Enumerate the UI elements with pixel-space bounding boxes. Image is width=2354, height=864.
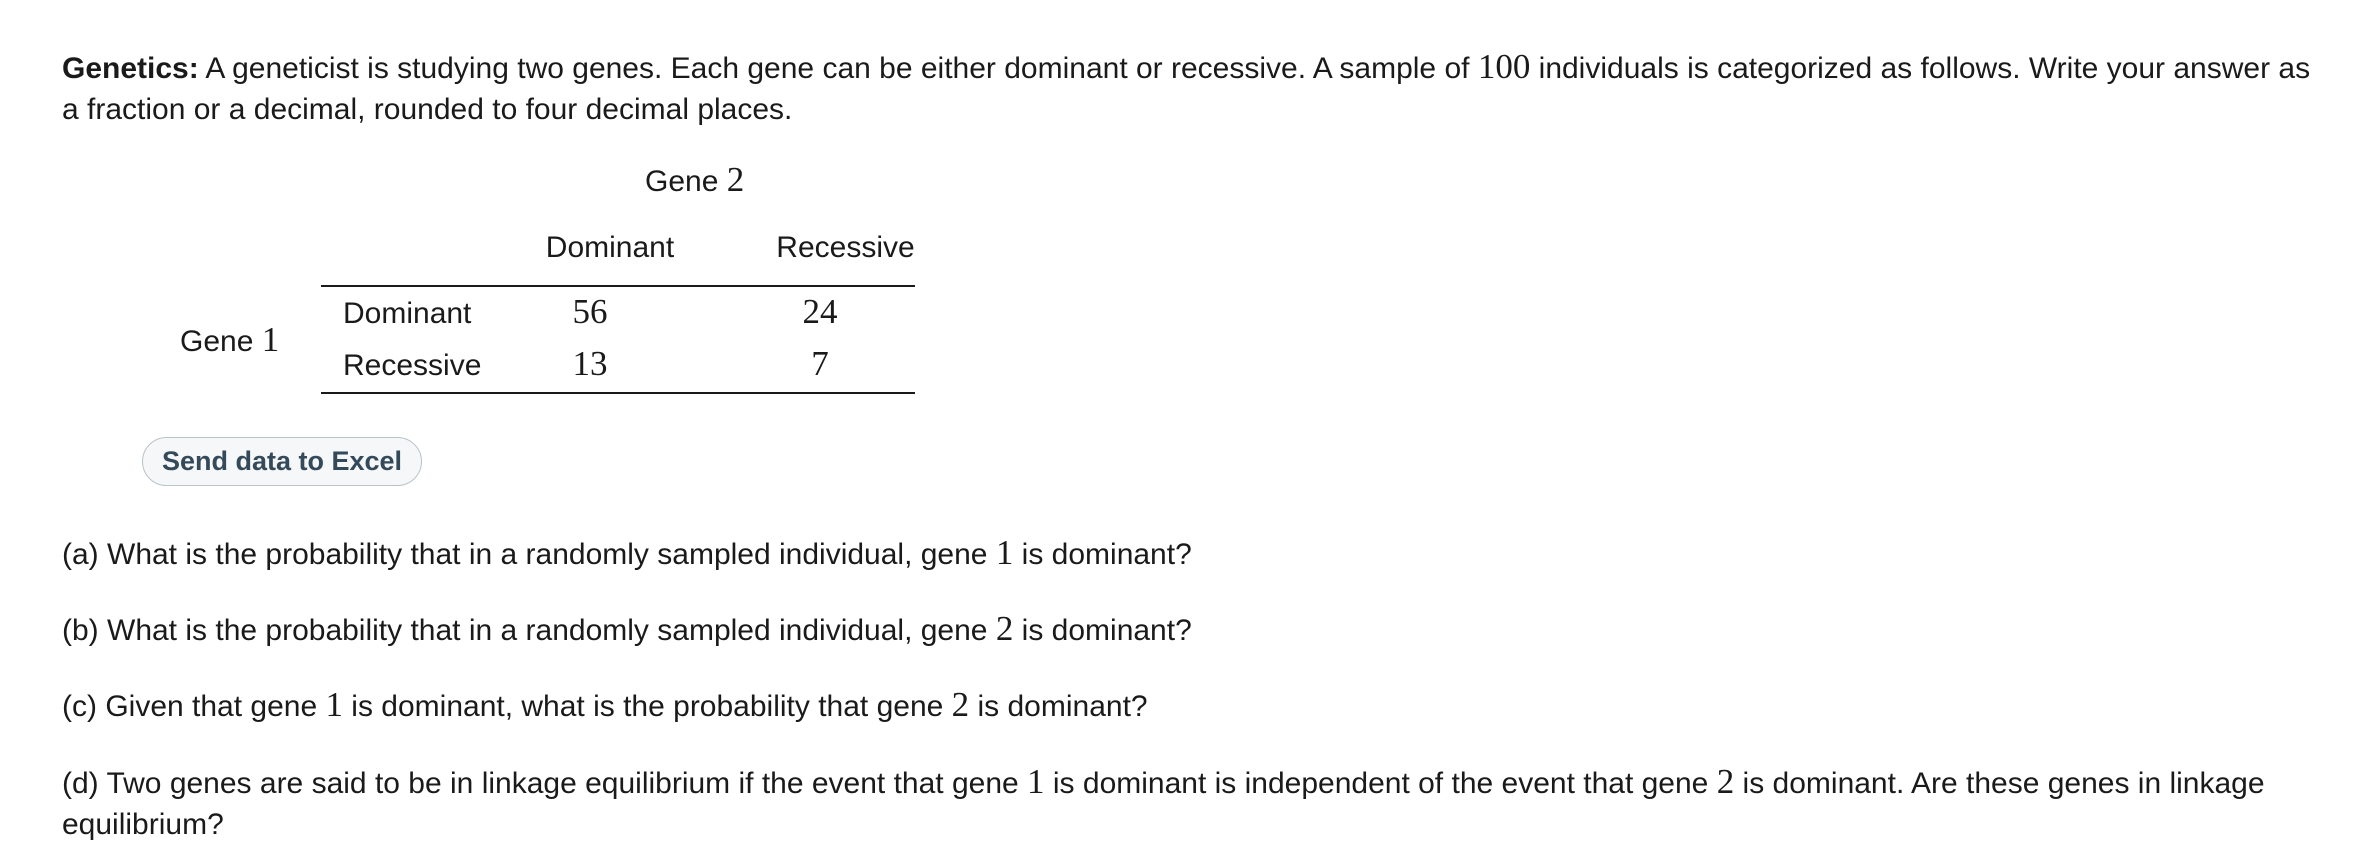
question-c: [62, 684, 2322, 727]
table-top-rule: [321, 285, 915, 287]
question-b: [62, 608, 2322, 651]
question-b-prefix: (b) What is the probability that in a randomly sampled individual, gene: [62, 614, 996, 647]
gene1-number: 1: [261, 320, 280, 359]
cell-recessive-recessive: 7: [811, 344, 829, 383]
row-label-recessive: Recessive: [343, 349, 482, 382]
intro-text-1: A geneticist is studying two genes. Each gene can be either dominant or recessive. A sample of: [198, 52, 1478, 85]
question-d-middle: is dominant is independent of the event that gene: [1044, 767, 1717, 800]
gene1-header: [180, 320, 279, 362]
question-c-middle: is dominant, what is the probability that gene: [342, 690, 952, 723]
question-c-number-1: 1: [325, 685, 343, 724]
problem-intro: [62, 46, 2322, 130]
table-bottom-rule: [321, 392, 915, 394]
column-header-dominant: Dominant: [545, 231, 675, 264]
sample-size: 100: [1477, 47, 1531, 86]
row-label-dominant: Dominant: [343, 297, 472, 330]
question-c-suffix: is dominant?: [969, 690, 1148, 723]
question-d-number-2: 2: [1716, 762, 1735, 801]
question-d-prefix: (d) Two genes are said to be in linkage equilibrium if the event that gene: [62, 767, 1028, 800]
cell-recessive-dominant: 13: [572, 344, 608, 383]
cell-dominant-dominant: 56: [572, 292, 608, 331]
gene2-word: Gene: [645, 165, 719, 198]
question-a-number: 1: [995, 533, 1014, 572]
question-a-suffix: is dominant?: [1013, 538, 1192, 571]
gene1-word: Gene: [180, 325, 254, 358]
gene2-number: 2: [726, 160, 745, 199]
question-d-number-1: 1: [1027, 762, 1045, 801]
send-to-excel-button[interactable]: Send data to Excel: [142, 437, 422, 486]
question-c-prefix: (c) Given that gene: [62, 690, 326, 723]
gene2-header: [645, 160, 744, 202]
column-header-recessive: Recessive: [776, 231, 915, 264]
question-a: [62, 532, 2322, 575]
question-c-number-2: 2: [951, 685, 970, 724]
problem-label: Genetics:: [62, 52, 199, 85]
question-b-suffix: is dominant?: [1013, 614, 1192, 647]
intro-text-2: individuals is categorized as follows. Write your answer as a fraction or a decimal, rounded to four decimal places.: [62, 52, 2311, 126]
question-d-suffix: is dominant. Are these genes in linkage equilibrium?: [62, 767, 2265, 841]
question-a-prefix: (a) What is the probability that in a randomly sampled individual, gene: [62, 538, 996, 571]
question-b-number: 2: [995, 609, 1014, 648]
question-d: [62, 761, 2322, 845]
cell-dominant-recessive: 24: [802, 292, 838, 331]
